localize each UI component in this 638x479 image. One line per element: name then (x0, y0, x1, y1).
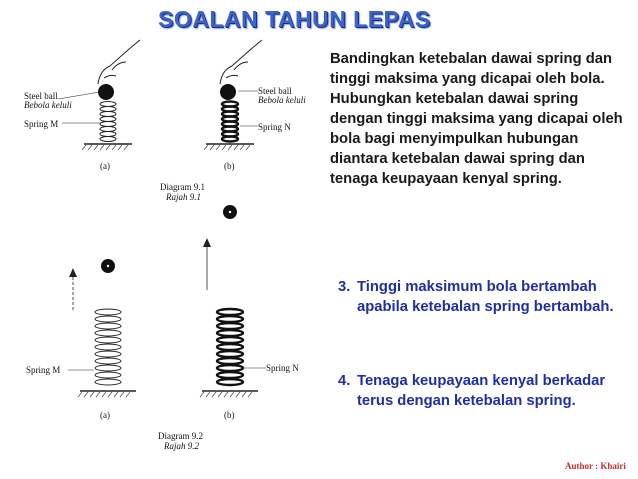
diagram-9-2 (26, 205, 299, 451)
caption-9-2-en: Diagram 9.2 (158, 431, 203, 441)
steel-ball-left-label: Steel ball (24, 91, 58, 101)
answer-4-number: 4. (338, 373, 351, 389)
steel-ball-left (98, 84, 114, 100)
spring-n-coils (222, 102, 238, 142)
bebola-right-label: Bebola keluli (258, 95, 306, 105)
label-b-top: (b) (224, 161, 235, 171)
spring-n-label-bottom: Spring N (266, 363, 299, 373)
steel-ball-right (220, 84, 236, 100)
bebola-left-label: Bebola keluli (24, 100, 72, 110)
answer-4 (338, 371, 627, 411)
answer-3-text: Tinggi maksimum bola bertambah apabila ketebalan spring bertambah. (357, 279, 614, 315)
label-a-top: (a) (100, 161, 110, 171)
diagram-9-1 (24, 40, 306, 202)
author-credit: Author : Khairi (565, 461, 626, 471)
label-b-bottom: (b) (224, 410, 235, 420)
caption-9-1-en: Diagram 9.1 (160, 182, 205, 192)
caption-9-2-ms: Rajah 9.2 (164, 441, 199, 451)
label-a-bottom: (a) (100, 410, 110, 420)
spring-m-label-bottom: Spring M (26, 365, 61, 375)
caption-9-1-ms: Rajah 9.1 (166, 192, 201, 202)
spring-n-coils-bottom (217, 309, 243, 385)
answer-3-number: 3. (338, 279, 351, 295)
spring-m-label: Spring M (24, 119, 59, 129)
answer-3 (338, 277, 627, 317)
slide-title: SOALAN TAHUN LEPAS (158, 6, 431, 32)
hand-right-illustration (220, 40, 262, 84)
hand-left-illustration (98, 40, 140, 84)
spring-m-coils (100, 102, 116, 142)
spring-n-label: Spring N (258, 122, 291, 132)
question-text: Bandingkan ketebalan dawai spring dan tinggi maksima yang dicapai oleh bola. Hubungkan ketebalan dawai spring dengan tinggi maksima yang dicapai oleh bola bagi menyimpulkan hubungan diantara ketebalan dawai spring dan tenaga keupayaan kenyal spring. (330, 51, 623, 187)
steel-ball-right-label: Steel ball (258, 86, 292, 96)
spring-m-coils-bottom (95, 309, 121, 385)
answer-4-text: Tenaga keupayaan kenyal berkadar terus dengan ketebalan spring. (357, 373, 606, 409)
